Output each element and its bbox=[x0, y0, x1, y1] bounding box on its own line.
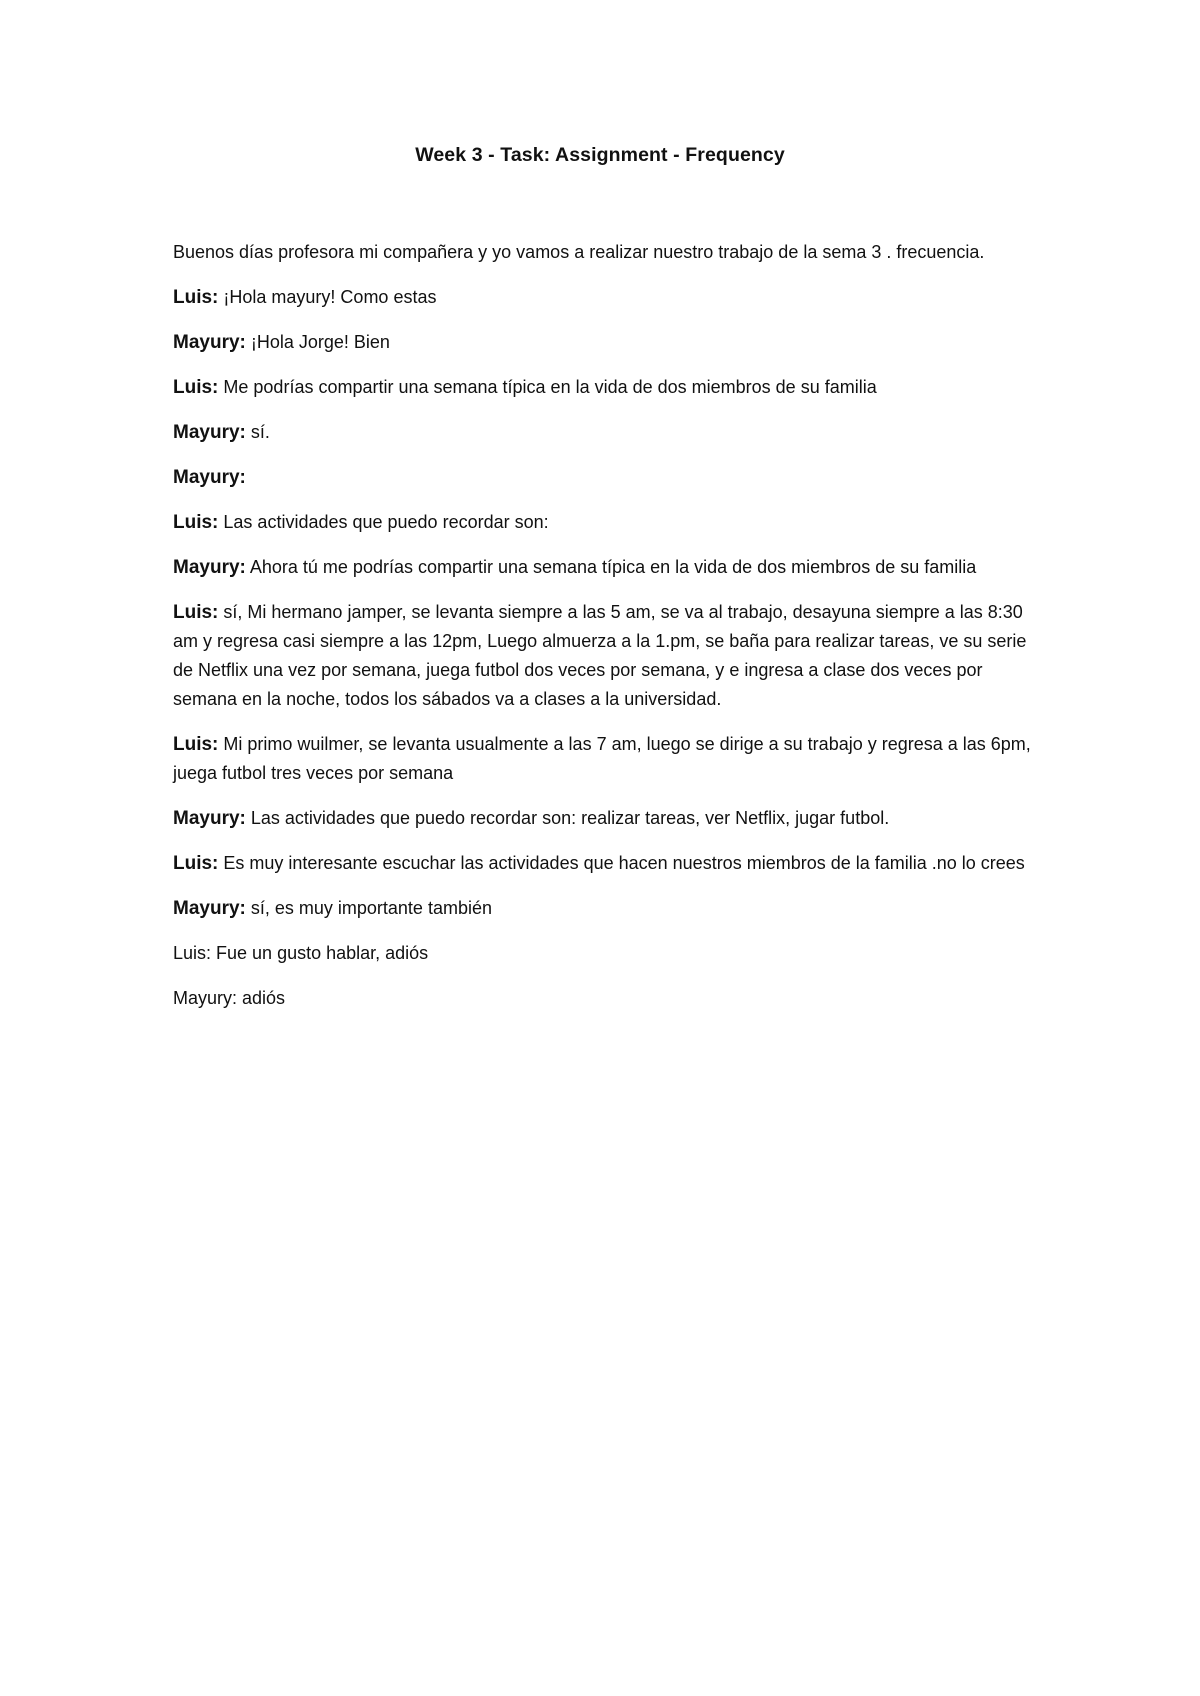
speaker-label: Luis: bbox=[173, 377, 219, 398]
speaker-label: Mayury: bbox=[173, 557, 246, 578]
intro-paragraph: Buenos días profesora mi compañera y yo vamos a realizar nuestro trabajo de la sema 3 . frecuencia. bbox=[173, 242, 985, 262]
dialogue-line bbox=[173, 598, 1043, 714]
dialogue-line bbox=[173, 463, 1043, 492]
closing-line: Luis: Fue un gusto hablar, adiós bbox=[173, 943, 429, 963]
speaker-label: Mayury: bbox=[173, 422, 246, 443]
dialogue-text: Las actividades que puedo recordar son: bbox=[223, 512, 549, 532]
dialogue-text: Es muy interesante escuchar las actividades que hacen nuestros miembros de la familia .no lo crees bbox=[223, 853, 1025, 873]
speaker-label: Luis: bbox=[173, 602, 219, 623]
dialogue-line bbox=[173, 730, 1043, 788]
dialogue-line bbox=[173, 328, 1043, 357]
speaker-label: Mayury: bbox=[173, 808, 246, 829]
dialogue-text: ¡Hola Jorge! Bien bbox=[250, 332, 390, 352]
dialogue-text: sí, Mi hermano jamper, se levanta siempre a las 5 am, se va al trabajo, desayuna siempre a las 8:30 am y regresa casi siempre a las 12pm, Luego almuerza a la 1.pm, se baña para realizar tareas, ve su serie de Netflix una vez por semana, juega futbol dos veces por semana, y e ingresa a clase dos veces por semana en la noche, todos los sábados va a clases a la universidad. bbox=[173, 602, 1027, 709]
dialogue-line bbox=[173, 849, 1043, 878]
dialogue-line bbox=[173, 283, 1043, 312]
dialogue-text: Mi primo wuilmer, se levanta usualmente a las 7 am, luego se dirige a su trabajo y regresa a las 6pm, juega futbol tres veces por semana bbox=[173, 734, 1031, 783]
dialogue-line bbox=[173, 508, 1043, 537]
speaker-label: Luis: bbox=[173, 287, 219, 308]
dialogue-line bbox=[173, 373, 1043, 402]
speaker-label: Luis: bbox=[173, 734, 219, 755]
closing-line: Mayury: adiós bbox=[173, 988, 286, 1008]
document-title: Week 3 - Task: Assignment - Frequency bbox=[415, 144, 785, 166]
dialogue-text: sí, es muy importante también bbox=[250, 898, 492, 918]
dialogue-line bbox=[173, 894, 1043, 923]
dialogue-text: Las actividades que puedo recordar son: realizar tareas, ver Netflix, jugar futbol. bbox=[250, 808, 890, 828]
dialogue-text: sí. bbox=[250, 422, 270, 442]
dialogue-line bbox=[173, 553, 1043, 582]
speaker-label: Mayury: bbox=[173, 898, 246, 919]
speaker-label: Mayury: bbox=[173, 467, 246, 488]
dialogue-text: Ahora tú me podrías compartir una semana típica en la vida de dos miembros de su familia bbox=[249, 557, 977, 577]
dialogue-text: Me podrías compartir una semana típica en la vida de dos miembros de su familia bbox=[223, 377, 877, 397]
speaker-label: Luis: bbox=[173, 512, 219, 533]
speaker-label: Mayury: bbox=[173, 332, 246, 353]
dialogue-text: ¡Hola mayury! Como estas bbox=[223, 287, 437, 307]
document-body bbox=[173, 238, 1043, 1029]
speaker-label: Luis: bbox=[173, 853, 219, 874]
dialogue-line bbox=[173, 418, 1043, 447]
dialogue-line bbox=[173, 804, 1043, 833]
